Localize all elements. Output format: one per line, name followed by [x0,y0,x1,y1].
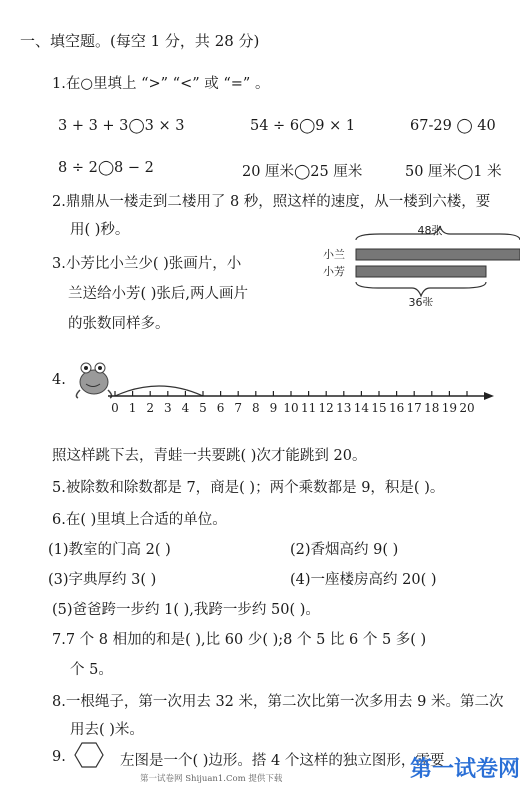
row-label-xiaofang: 小芳 [323,265,345,278]
q9-text: 左图是一个( )边形。搭 4 个这样的独立图形，需要 [120,753,445,769]
q1-compare-a1: 3 + 3 + 3◯3 × 3 [58,118,185,134]
tick-label: 20 [459,401,475,415]
tick-label: 14 [353,401,370,415]
bottom-brace [356,282,486,296]
jump-arc [115,386,203,396]
q6-item-3: (3)字典厚约 3( ) [48,572,157,588]
q6-stem: 6.在( )里填上合适的单位。 [52,512,227,528]
tick-label: 19 [441,401,458,415]
q9-number: 9. [52,749,66,765]
tick-label: 3 [163,401,172,415]
q4-number: 4. [52,372,66,388]
section-title: 一、填空题。(每空 1 分，共 28 分) [20,32,260,50]
q8-line1: 8.一根绳子，第一次用去 32 米，第二次比第一次多用去 9 米。第二次 [52,694,504,710]
q3-line3: 的张数同样多。 [68,316,170,332]
q1-compare-a2: 54 ÷ 6◯9 × 1 [250,118,356,134]
tick-label: 16 [388,401,405,415]
tick-label: 12 [318,401,334,415]
q2-line2: 用( )秒。 [70,222,130,238]
bottom-brace-label: 36张 [408,296,434,306]
tick-label: 1 [128,401,137,415]
tick-label: 4 [181,401,190,415]
axis-arrowhead [484,392,494,400]
tick-label: 8 [251,401,260,415]
q3-line1: 3.小芳比小兰少( )张画片，小 [52,256,242,272]
frog-icon [76,363,111,398]
q1-compare-b3: 50 厘米◯1 米 [405,164,502,180]
q7-line1: 7.7 个 8 相加的和是( ),比 60 少( );8 个 5 比 6 个 5 多( ) [52,632,427,648]
q4-question: 照这样跳下去，青蛙一共要跳( )次才能跳到 20。 [52,448,367,464]
q6-item-5: (5)爸爸跨一步约 1( ),我跨一步约 50( )。 [52,602,320,618]
q6-item-2: (2)香烟高约 9( ) [290,542,399,558]
bar-xiaofang [356,266,486,277]
q8-line2: 用去( )米。 [70,722,144,738]
tick-label: 11 [300,401,317,415]
q5: 5.被除数和除数都是 7，商是( )；两个乘数都是 9，积是( )。 [52,480,445,496]
tick-label: 7 [234,401,243,415]
tick-label: 15 [371,401,387,415]
tick-label: 0 [111,401,119,415]
tick-label: 13 [336,401,352,415]
q1-compare-b1: 8 ÷ 2◯8 − 2 [58,160,154,176]
q1-compare-b2: 20 厘米◯25 厘米 [242,164,363,180]
tick-label: 18 [424,401,440,415]
q3-bar-diagram [320,222,520,306]
tick-label: 17 [406,401,422,415]
q1-stem: 1.在○里填上 “>” “<” 或 “=” 。 [52,76,270,92]
row-label-xiaolan: 小兰 [323,248,345,261]
top-brace-label: 48张 [417,224,443,237]
tick-label: 2 [146,401,155,415]
tick-label: 9 [269,401,278,415]
q6-item-1: (1)教室的门高 2( ) [48,542,171,558]
hexagon-icon [74,742,104,768]
q4-number-line [66,356,496,418]
watermark-logo: 第一试卷网 [410,757,520,782]
q1-compare-a3: 67-29 ◯ 40 [410,118,496,134]
page-footer: 第一试卷网 Shijuan1.Com 提供下载 [140,774,283,784]
tick-label: 5 [199,401,207,415]
q3-line2: 兰送给小芳( )张后,两人画片 [68,286,249,302]
tick-label: 10 [283,401,299,415]
q6-item-4: (4)一座楼房高约 20( ) [290,572,437,588]
q2-line1: 2.鼎鼎从一楼走到二楼用了 8 秒，照这样的速度，从一楼到六楼，要 [52,194,491,210]
bar-xiaolan [356,249,520,260]
tick-label: 6 [216,401,225,415]
q7-line2: 个 5。 [70,662,113,678]
